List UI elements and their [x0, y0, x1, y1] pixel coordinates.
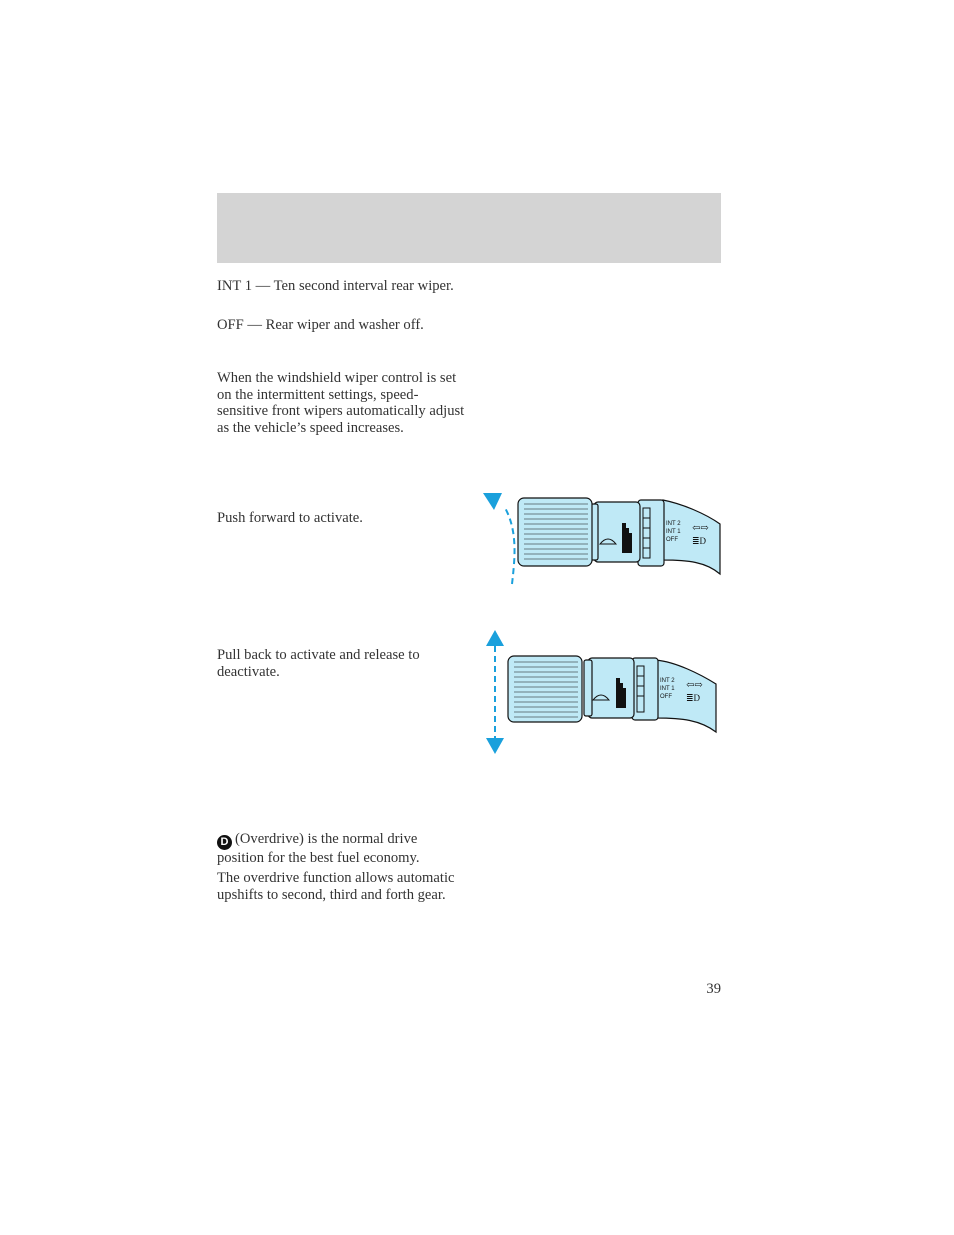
label-int1: INT 1: [660, 686, 675, 692]
turn-signal-icon: ⇦⇨: [686, 680, 703, 691]
section-header-band: [217, 193, 721, 263]
label-int2: INT 2: [666, 521, 681, 527]
overdrive-function-description: The overdrive function allows automatic upshifts to second, third and forth gear.: [217, 870, 455, 903]
overdrive-description: [217, 831, 467, 867]
overdrive-icon: D: [217, 835, 232, 850]
overdrive-description-text: (Overdrive) is the normal drive position for the best fuel economy.: [217, 831, 420, 866]
push-forward-instruction: Push forward to activate.: [217, 510, 363, 526]
int1-description: INT 1 — Ten second interval rear wiper.: [217, 278, 454, 294]
wiper-stalk-pull-figure: [478, 628, 724, 756]
up-arrow-icon: [486, 630, 504, 646]
page-number: 39: [706, 981, 721, 997]
pull-back-instruction: Pull back to activate and release to deactivate.: [217, 647, 420, 680]
label-off: OFF: [660, 694, 672, 700]
label-int2: INT 2: [660, 678, 675, 684]
turn-signal-icon: ⇦⇨: [692, 523, 709, 534]
headlamp-icon: ≣D: [686, 693, 701, 703]
wiper-stalk-push-figure: [478, 488, 724, 592]
headlamp-icon: ≣D: [692, 536, 707, 546]
label-int1: INT 1: [666, 529, 681, 535]
speed-sensitive-description: When the windshield wiper control is set on the intermittent settings, speed-sensitive front wipers automatically adjust as the vehicle’s speed increases.: [217, 370, 465, 436]
label-off: OFF: [666, 537, 678, 543]
off-description: OFF — Rear wiper and washer off.: [217, 317, 424, 333]
forward-arrow-icon: [483, 493, 502, 510]
down-arrow-icon: [486, 738, 504, 754]
